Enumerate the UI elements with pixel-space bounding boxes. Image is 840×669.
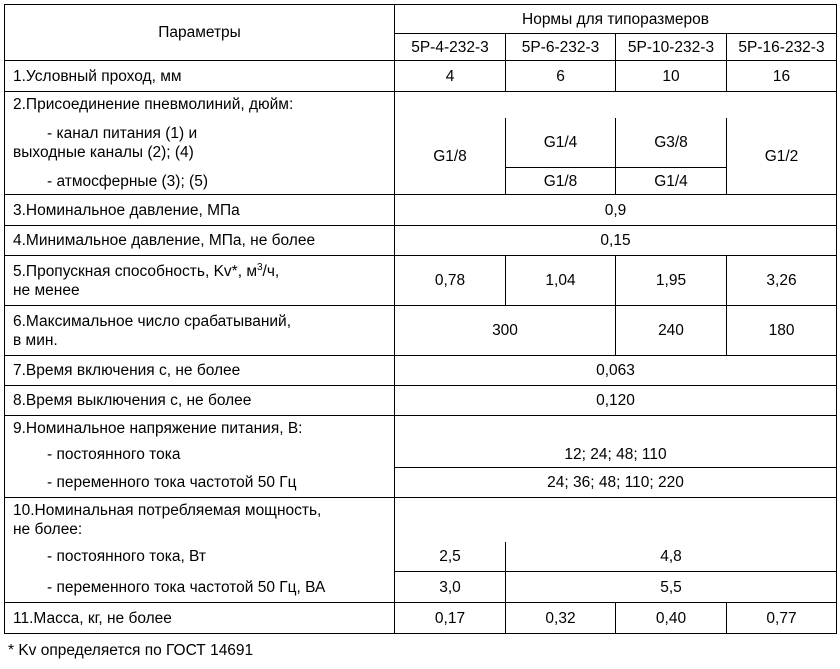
- label-text: не более:: [13, 520, 83, 538]
- cell: 0,17: [395, 603, 506, 634]
- cell: 12; 24; 48; 110: [395, 442, 837, 468]
- header-model-3: 5Р-10-232-3: [616, 34, 727, 61]
- row-sublabel: - атмосферные (3); (5): [5, 168, 395, 195]
- label-text: 6.Максимальное число срабатываний,: [13, 312, 292, 330]
- cell: 0,120: [395, 386, 837, 416]
- cell: G1/4: [506, 118, 616, 168]
- cell: 0,15: [395, 226, 837, 256]
- row-label: [5, 498, 395, 542]
- row-label: 9.Номинальное напряжение питания, В:: [5, 416, 395, 442]
- sub-label: - канал питания (1) и: [47, 124, 198, 142]
- cell: 0,77: [727, 603, 837, 634]
- cell: 16: [727, 61, 837, 92]
- cell: 0,32: [506, 603, 616, 634]
- header-norms: Нормы для типоразмеров: [395, 5, 837, 34]
- table-row: [5, 542, 837, 572]
- table-row: [5, 226, 837, 256]
- row-label: 3.Номинальное давление, МПа: [5, 195, 395, 226]
- header-model-1: 5Р-4-232-3: [395, 34, 506, 61]
- cell: 300: [395, 306, 616, 356]
- table-row: [5, 118, 837, 168]
- row-label: 4.Минимальное давление, МПа, не более: [5, 226, 395, 256]
- superscript: 3: [256, 261, 263, 273]
- sub-label: выходные каналы (2); (4): [13, 143, 194, 161]
- cell: 180: [727, 306, 837, 356]
- table-row: [5, 572, 837, 603]
- table-row: [5, 386, 837, 416]
- cell: 5,5: [506, 572, 837, 603]
- cell: G1/4: [616, 168, 727, 195]
- row-label: 1.Условный проход, мм: [5, 61, 395, 92]
- cell: 2,5: [395, 542, 506, 572]
- cell: 3,0: [395, 572, 506, 603]
- cell: 0,9: [395, 195, 837, 226]
- label-text: 10.Номинальная потребляемая мощность,: [13, 501, 322, 519]
- cell: 0,063: [395, 356, 837, 386]
- table-row: [5, 603, 837, 634]
- label-text: 5.Пропускная способность, Kv*, м: [13, 262, 257, 280]
- cell: 1,95: [616, 256, 727, 306]
- table-row: [5, 61, 837, 92]
- label-text: не менее: [13, 281, 80, 299]
- table-row: [5, 306, 837, 356]
- row-sublabel: - переменного тока частотой 50 Гц, ВА: [5, 572, 395, 603]
- cell: G1/8: [395, 118, 506, 195]
- row-label: [5, 256, 395, 306]
- specification-table: [4, 4, 837, 634]
- row-sublabel: [5, 118, 395, 168]
- cell: 24; 36; 48; 110; 220: [395, 468, 837, 498]
- row-sublabel: - переменного тока частотой 50 Гц: [5, 468, 395, 498]
- table-row: [5, 416, 837, 442]
- row-label: 2.Присоединение пневмолиний, дюйм:: [5, 92, 395, 118]
- row-label: 11.Масса, кг, не более: [5, 603, 395, 634]
- row-label: [5, 306, 395, 356]
- row-sublabel: - постоянного тока, Вт: [5, 542, 395, 572]
- cell: 1,04: [506, 256, 616, 306]
- footnote: * Kv определяется по ГОСТ 14691: [8, 642, 254, 659]
- table-row: [5, 92, 837, 118]
- row-sublabel: - постоянного тока: [5, 442, 395, 468]
- label-text: в мин.: [13, 331, 58, 349]
- table-row: [5, 356, 837, 386]
- label-text: /ч,: [262, 262, 280, 280]
- cell: 0,40: [616, 603, 727, 634]
- table-row: [5, 442, 837, 468]
- header-model-4: 5Р-16-232-3: [727, 34, 837, 61]
- row-label: 8.Время выключения с, не более: [5, 386, 395, 416]
- cell: 6: [506, 61, 616, 92]
- cell: G1/2: [727, 118, 837, 195]
- cell: 4,8: [506, 542, 837, 572]
- table-row: [5, 468, 837, 498]
- header-params: Параметры: [5, 5, 395, 61]
- row-label: 7.Время включения с, не более: [5, 356, 395, 386]
- cell: 4: [395, 61, 506, 92]
- header-model-2: 5Р-6-232-3: [506, 34, 616, 61]
- cell: G1/8: [506, 168, 616, 195]
- table-row: [5, 256, 837, 306]
- cell: 3,26: [727, 256, 837, 306]
- table-row: [5, 195, 837, 226]
- cell: 10: [616, 61, 727, 92]
- cell: G3/8: [616, 118, 727, 168]
- cell: 240: [616, 306, 727, 356]
- table-row: [5, 498, 837, 542]
- cell: 0,78: [395, 256, 506, 306]
